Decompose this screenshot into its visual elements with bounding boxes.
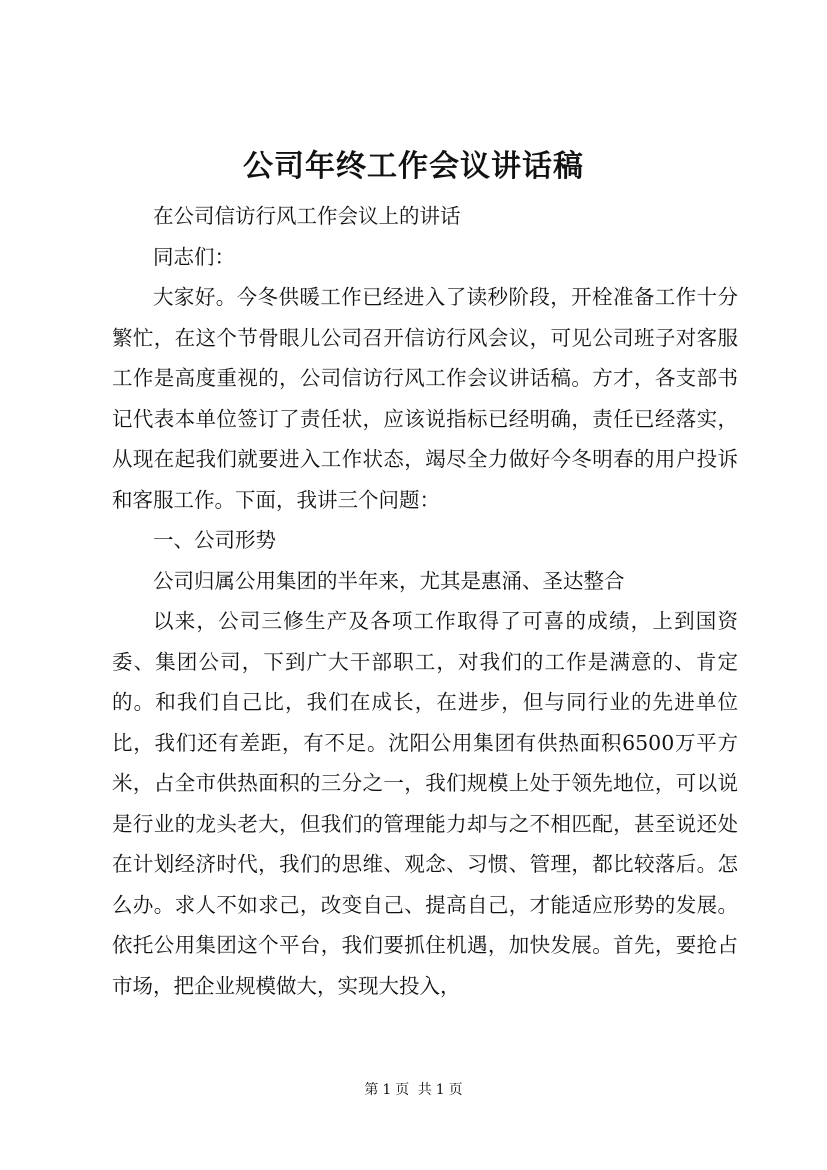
body-paragraph: 以来，公司三修生产及各项工作取得了可喜的成绩，上到国资委、集团公司，下到广大干部职工，对我们的工作是满意的、肯定的。和我们自己比，我们在成长，在进步，但与同行业的先进单位比，我们还有差距，有不足。沈阳公用集团有供热面积6500万平方米，占全市供热面积的三分之一，我们规模上处于领先地位，可以说是行业的龙头老大，但我们的管理能力却与之不相匹配，甚至说还处在计划经济时代，我们的思维、观念、习惯、管理，都比较落后。怎么办。求人不如求己，改变自己、提高自己，才能适应形势的发展。依托公用集团这个平台，我们要抓住机遇，加快发展。首先，要抢占市场，把企业规模做大，实现大投入， xyxy=(112,609,738,998)
page-footer xyxy=(0,1080,827,1100)
page-number: 1 xyxy=(382,1082,392,1098)
total-unit: 页 xyxy=(448,1082,463,1098)
salutation-paragraph: 同志们： xyxy=(153,244,235,269)
subtitle-paragraph: 在公司信访行风工作会议上的讲话 xyxy=(153,204,461,228)
section-heading: 一、公司形势 xyxy=(153,528,276,552)
body-paragraph: 公司归属公用集团的半年来，尤其是惠涌、圣达整合 xyxy=(153,568,625,593)
document-title: 公司年终工作会议讲话稿 xyxy=(243,149,584,184)
page-unit: 页 xyxy=(395,1082,410,1098)
page-label: 第 xyxy=(364,1082,379,1098)
document-body xyxy=(112,196,738,1006)
body-paragraph: 大家好。今冬供暖工作已经进入了读秒阶段，开栓准备工作十分繁忙，在这个节骨眼儿公司召开信访行风会议，可见公司班子对客服工作是高度重视的，公司信访行风工作会议讲话稿。方才，各支部书记代表本单位签订了责任状，应该说指标已经明确，责任已经落实，从现在起我们就要进入工作状态，竭尽全力做好今冬明春的用户投诉和客服工作。下面，我讲三个问题： xyxy=(112,285,738,512)
total-label: 共 xyxy=(417,1082,432,1098)
total-number: 1 xyxy=(435,1082,445,1098)
